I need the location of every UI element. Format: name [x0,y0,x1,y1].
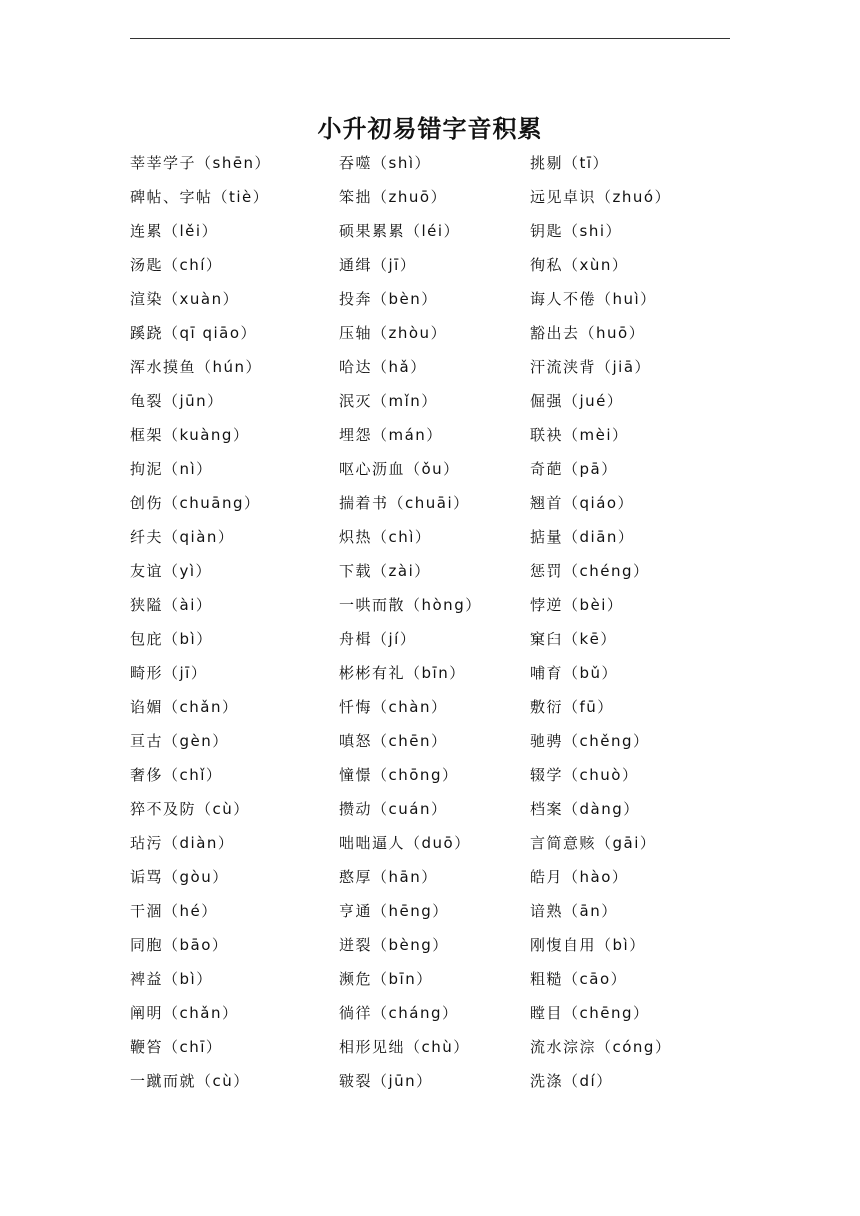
word-entry: 通缉（jī） [339,256,417,274]
word-row [130,556,730,590]
word-entry: 洗涤（dí） [530,1072,613,1090]
word-entry: 畸形（jī） [130,664,208,682]
word-row [130,216,730,250]
word-entry: 框架（kuàng） [130,426,250,444]
word-row [130,590,730,624]
word-row [130,658,730,692]
word-row [130,488,730,522]
word-row [130,828,730,862]
word-entry: 谄媚（chǎn） [130,698,239,716]
word-entry: 狭隘（ài） [130,596,213,614]
word-row [130,284,730,318]
word-entry: 吞噬（shì） [339,154,431,172]
word-entry: 诟骂（gòu） [130,868,229,886]
word-entry: 揣着书（chuāi） [339,494,470,512]
word-entry: 瞠目（chēng） [530,1004,650,1022]
word-entry: 粗糙（cāo） [530,970,628,988]
word-entry: 一蹴而就（cù） [130,1072,250,1090]
word-entry: 创伤（chuāng） [130,494,261,512]
word-entry: 奢侈（chǐ） [130,766,223,784]
word-entry: 龟裂（jūn） [130,392,224,410]
word-entry: 窠臼（kē） [530,630,617,648]
word-entry: 裨益（bì） [130,970,213,988]
word-row [130,794,730,828]
word-row [130,250,730,284]
word-row [130,148,730,182]
word-entry: 刚愎自用（bì） [530,936,646,954]
word-entry: 友谊（yì） [130,562,213,580]
word-entry: 濒危（bīn） [339,970,433,988]
word-entry: 憨厚（hān） [339,868,438,886]
word-entry: 档案（dàng） [530,800,640,818]
word-entry: 徜徉（cháng） [339,1004,459,1022]
word-entry: 蹊跷（qī qiāo） [130,324,258,342]
word-row [130,1032,730,1066]
word-entry: 渲染（xuàn） [130,290,240,308]
word-row [130,930,730,964]
word-entry: 咄咄逼人（duō） [339,834,471,852]
word-entry: 相形见绌（chù） [339,1038,470,1056]
word-row [130,896,730,930]
word-entry: 忏悔（chàn） [339,698,448,716]
word-entry: 莘莘学子（shēn） [130,154,272,172]
word-entry: 挑剔（tī） [530,154,610,172]
word-entry: 谙熟（ān） [530,902,618,920]
word-row [130,726,730,760]
word-row [130,964,730,998]
word-entry: 诲人不倦（huì） [530,290,657,308]
word-row [130,862,730,896]
word-entry: 硕果累累（léi） [339,222,461,240]
word-entry: 埋怨（mán） [339,426,443,444]
word-row [130,454,730,488]
word-entry: 拘泥（nì） [130,460,213,478]
word-row [130,386,730,420]
word-entry: 哺育（bǔ） [530,664,619,682]
word-entry: 掂量（diān） [530,528,635,546]
word-row [130,998,730,1032]
word-entry: 浑水摸鱼（hún） [130,358,263,376]
word-entry: 猝不及防（cù） [130,800,250,818]
word-entry: 干涸（hé） [130,902,218,920]
word-entry: 敷衍（fū） [530,698,614,716]
word-entry: 迸裂（bèng） [339,936,449,954]
word-entry: 连累（lěi） [130,222,219,240]
word-entry: 流水淙淙（cóng） [530,1038,672,1056]
word-entry: 憧憬（chōng） [339,766,459,784]
word-entry: 鞭笞（chī） [130,1038,223,1056]
word-entry: 徇私（xùn） [530,256,629,274]
word-entry: 攒动（cuán） [339,800,448,818]
word-entry: 泯灭（mǐn） [339,392,438,410]
word-row [130,1066,730,1100]
word-row [130,420,730,454]
word-entry: 钥匙（shi） [530,222,622,240]
word-entry: 下载（zài） [339,562,431,580]
word-entry: 辍学（chuò） [530,766,639,784]
word-entry: 投奔（bèn） [339,290,438,308]
word-entry: 惩罚（chéng） [530,562,650,580]
word-row [130,318,730,352]
word-entry: 包庇（bì） [130,630,213,648]
word-entry: 悖逆（bèi） [530,596,624,614]
page-title: 小升初易错字音积累 [317,115,543,143]
word-entry: 汤匙（chí） [130,256,223,274]
word-entry: 呕心沥血（ǒu） [339,460,460,478]
word-entry: 皲裂（jūn） [339,1072,433,1090]
word-entry: 汗流浃背（jiā） [530,358,652,376]
word-row [130,522,730,556]
word-entry: 奇葩（pā） [530,460,618,478]
word-entry: 笨拙（zhuō） [339,188,448,206]
word-entry: 舟楫（jí） [339,630,417,648]
word-entry: 豁出去（huō） [530,324,646,342]
word-entry: 一哄而散（hòng） [339,596,482,614]
word-entry: 同胞（bāo） [130,936,229,954]
word-entry: 亨通（hēng） [339,902,449,920]
word-entry: 嗔怒（chēn） [339,732,448,750]
word-entry: 皓月（hào） [530,868,629,886]
word-entry: 阐明（chǎn） [130,1004,239,1022]
word-entry: 玷污（diàn） [130,834,235,852]
word-entry: 哈达（hǎ） [339,358,427,376]
word-entry: 倔强（jué） [530,392,624,410]
word-entry: 彬彬有礼（bīn） [339,664,466,682]
top-rule [130,38,730,39]
word-entry: 碑帖、字帖（tiè） [130,188,270,206]
word-entry: 翘首（qiáo） [530,494,635,512]
word-entry: 远见卓识（zhuó） [530,188,672,206]
word-entry: 炽热（chì） [339,528,432,546]
word-entry: 言简意赅（gāi） [530,834,657,852]
word-row [130,352,730,386]
word-row [130,624,730,658]
word-row [130,760,730,794]
word-row [130,182,730,216]
word-entry: 纤夫（qiàn） [130,528,235,546]
word-entry: 压轴（zhòu） [339,324,448,342]
word-entry: 驰骋（chěng） [530,732,650,750]
word-row [130,692,730,726]
word-entry: 联袂（mèi） [530,426,629,444]
word-entry: 亘古（gèn） [130,732,229,750]
word-grid [130,148,730,1100]
